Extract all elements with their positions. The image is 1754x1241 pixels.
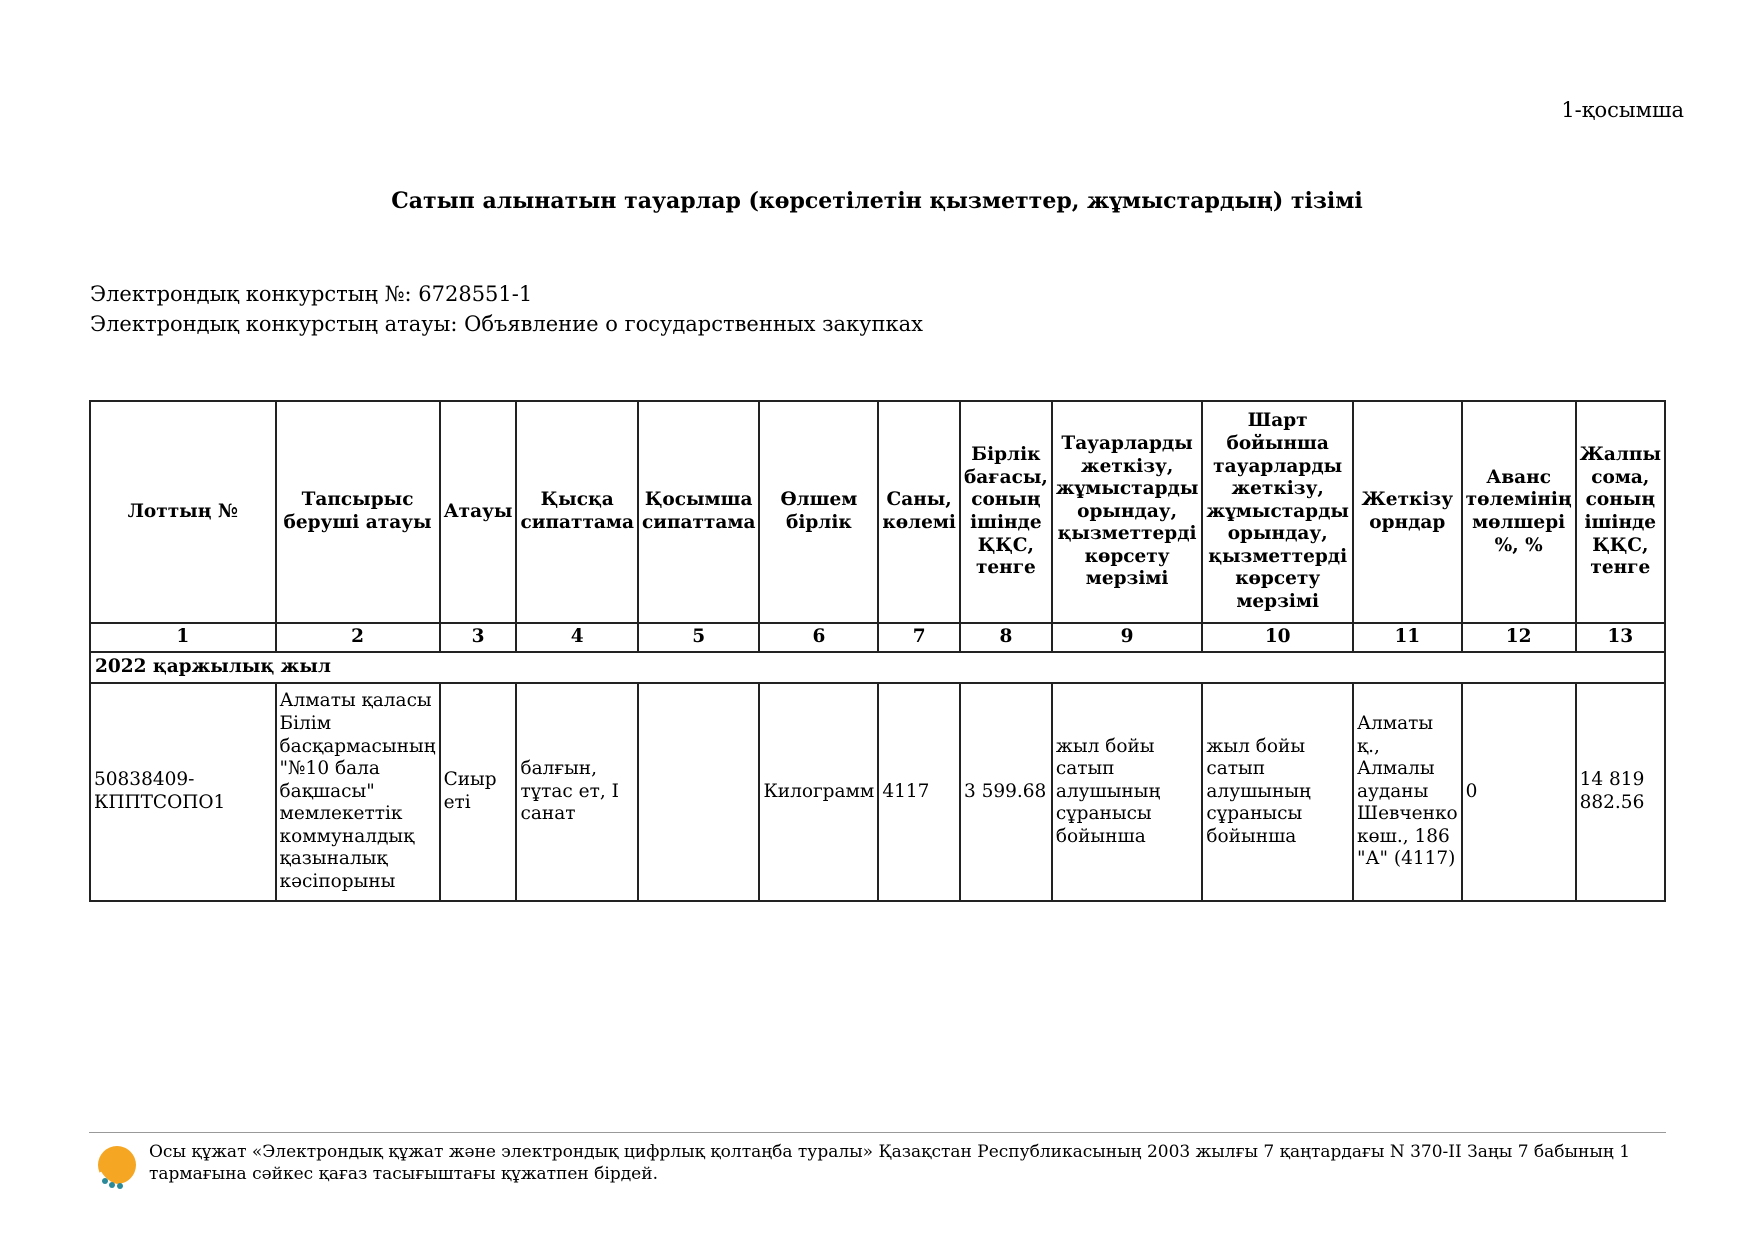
column-number: 4: [516, 623, 637, 652]
customer-name-cell: Алматы қаласы Білім басқармасының "№10 бала бақшасы" мемлекеттік коммуналдық қазыналық кәсіпорыны: [276, 683, 440, 901]
column-header: Бірлік бағасы, соның ішінде ҚҚС, тенге: [960, 401, 1052, 623]
lot-number-cell: 50838409-КППТСОПО1: [90, 683, 276, 901]
egov-sun-logo-icon: [93, 1143, 141, 1191]
column-header: Тапсырыс беруші атауы: [276, 401, 440, 623]
contract-delivery-term-cell: жыл бойы сатып алушының сұранысы бойынша: [1202, 683, 1353, 901]
column-number-row: [90, 623, 1665, 652]
additional-description-cell: [638, 683, 759, 901]
column-header: Атауы: [440, 401, 517, 623]
item-name-cell: Сиыр еті: [440, 683, 517, 901]
column-header: Өлшем бірлік: [759, 401, 878, 623]
footer-legal-text: Осы құжат «Электрондық құжат және электрондық цифрлық қолтаңба туралы» Қазақстан Республикасының 2003 жылғы 7 қаңтардағы N 370-II Заңы 7 бабының 1 тармағына сәйкес қағаз тасығыштағы құжатпен бірдей.: [149, 1142, 1631, 1185]
column-number: 13: [1576, 623, 1665, 652]
total-amount-cell: 14 819 882.56: [1576, 683, 1665, 901]
column-number: 7: [878, 623, 960, 652]
fiscal-year-row: [90, 652, 1665, 683]
column-header: Қосымша сипаттама: [638, 401, 759, 623]
unit-cell: Килограмм: [759, 683, 878, 901]
table-header-row: [90, 401, 1665, 623]
column-number: 6: [759, 623, 878, 652]
column-header: Шарт бойынша тауарларды жеткізу, жұмыстарды орындау, қызметтерді көрсету мерзімі: [1202, 401, 1353, 623]
quantity-cell: 4117: [878, 683, 960, 901]
column-number: 9: [1052, 623, 1203, 652]
advance-payment-cell: 0: [1462, 683, 1576, 901]
fiscal-year-label: 2022 қаржылық жыл: [90, 652, 1665, 683]
column-number: 8: [960, 623, 1052, 652]
column-header: Жеткізу орндар: [1353, 401, 1462, 623]
column-number: 3: [440, 623, 517, 652]
tender-number: Электрондық конкурстың №: 6728551-1: [90, 282, 533, 306]
unit-price-cell: 3 599.68: [960, 683, 1052, 901]
column-header: Қысқа сипаттама: [516, 401, 637, 623]
lots-table: [89, 400, 1666, 902]
tender-name: Электрондық конкурстың атауы: Объявление о государственных закупках: [90, 312, 924, 336]
column-header: Аванс төлемінің мөлшері %, %: [1462, 401, 1576, 623]
column-number: 12: [1462, 623, 1576, 652]
table-row: [90, 683, 1665, 901]
column-number: 5: [638, 623, 759, 652]
column-number: 2: [276, 623, 440, 652]
column-header: Лоттың №: [90, 401, 276, 623]
column-number: 1: [90, 623, 276, 652]
short-description-cell: балғын, тұтас ет, I санат: [516, 683, 637, 901]
delivery-term-cell: жыл бойы сатып алушының сұранысы бойынша: [1052, 683, 1203, 901]
column-header: Саны, көлемі: [878, 401, 960, 623]
column-number: 11: [1353, 623, 1462, 652]
column-header: Жалпы сома, соның ішінде ҚҚС, тенге: [1576, 401, 1665, 623]
column-number: 10: [1202, 623, 1353, 652]
appendix-label: 1-қосымша: [1561, 98, 1684, 122]
column-header: Тауарларды жеткізу, жұмыстарды орындау, қызметтерді көрсету мерзімі: [1052, 401, 1203, 623]
page-title: Сатып алынатын тауарлар (көрсетілетін қызметтер, жұмыстардың) тізімі: [391, 188, 1363, 214]
delivery-place-cell: Алматы қ., Алмалы ауданы Шевченко көш., 186 "А" (4117): [1353, 683, 1462, 901]
footer: [89, 1132, 1666, 1185]
